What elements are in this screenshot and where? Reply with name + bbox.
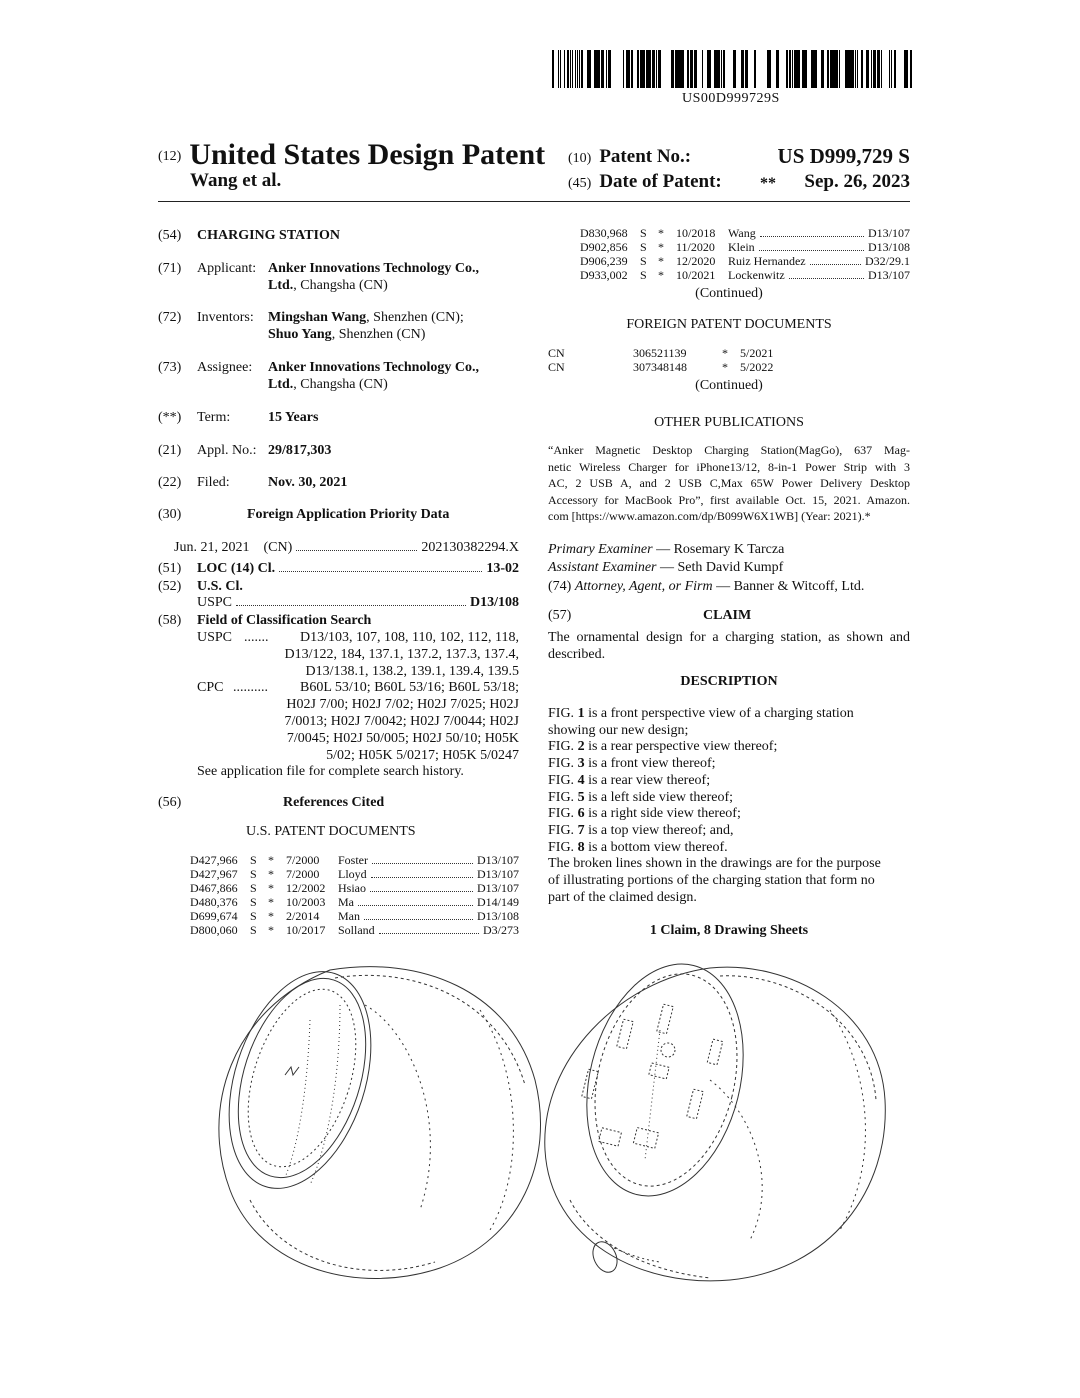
ref-class: D13/107	[868, 268, 910, 282]
ref-date: 11/2020	[676, 240, 715, 254]
desc-text: is a rear view thereof;	[584, 772, 711, 788]
search-cpc-dots: ..........	[233, 680, 268, 695]
num: (71)	[158, 261, 182, 276]
patent-date-row	[568, 171, 910, 193]
ref-class: D14/149	[477, 895, 519, 909]
field-73	[158, 359, 518, 392]
barcode-bars	[548, 50, 912, 92]
description-line	[548, 723, 910, 740]
front-perspective-figure	[204, 953, 541, 1278]
assistant-examiner	[548, 559, 783, 576]
ref-star: *	[268, 881, 274, 895]
ref-name: Ma	[338, 895, 354, 909]
claim-num: (57)	[548, 608, 572, 623]
uspc-value: D13/108	[470, 595, 519, 610]
us-patent-docs-title: U.S. PATENT DOCUMENTS	[246, 824, 416, 839]
ref-star: *	[658, 254, 664, 268]
ref-leader	[379, 933, 479, 934]
search-uspc-lines	[285, 629, 520, 680]
num: (58)	[158, 613, 182, 628]
us-references-left	[190, 853, 519, 937]
attorney-label: Attorney, Agent, or Firm	[574, 579, 713, 594]
inventor-2: Shuo Yang	[268, 327, 332, 342]
ref-number: D699,674	[190, 909, 238, 923]
description-line	[548, 706, 910, 723]
other-pubs-title: OTHER PUBLICATIONS	[654, 415, 804, 430]
header-rule	[158, 201, 910, 202]
ref-number: D902,856	[580, 240, 628, 254]
continued-1: (Continued)	[695, 286, 763, 301]
ref-number: D427,966	[190, 853, 238, 867]
reference-row	[190, 895, 519, 909]
fig-number: 1	[577, 706, 585, 721]
priority-date: Jun. 21, 2021	[174, 540, 250, 555]
num: (22)	[158, 475, 182, 490]
num: (72)	[158, 310, 182, 325]
priority-title: Foreign Application Priority Data	[247, 507, 450, 522]
description-line	[548, 806, 910, 823]
loc-label: LOC (14) Cl.	[197, 561, 276, 576]
ref-class: D32/29.1	[865, 254, 910, 268]
filed-date: Nov. 30, 2021	[268, 475, 348, 490]
applicant-name: Anker Innovations Technology Co.,	[268, 261, 479, 276]
ref-kind: S	[250, 867, 257, 881]
search-uspc-dots: .......	[244, 630, 269, 645]
claim-text	[548, 629, 910, 663]
uspc-line: D13/138.1, 138.2, 139.1, 139.4, 139.5	[305, 664, 519, 679]
num: (30)	[158, 507, 182, 522]
cc: CN	[548, 346, 565, 360]
description-line	[548, 790, 910, 807]
other-pubs-text	[548, 442, 910, 525]
desc-text: FIG.	[548, 739, 578, 755]
ref-name: Ruiz Hernandez	[728, 254, 806, 268]
desc-text: part of the claimed design.	[548, 889, 697, 905]
field-21	[158, 442, 332, 459]
ref-star: *	[658, 240, 664, 254]
ref-date: 7/2000	[286, 867, 320, 881]
other-pub-line: “Anker Magnetic Desktop Charging Station(MagGo), 637 Mag-	[548, 443, 910, 457]
patent-date: Sep. 26, 2023	[804, 171, 910, 192]
term-value: 15 Years	[268, 410, 319, 425]
ref-date: 2/2014	[286, 909, 320, 923]
date: 5/2021	[740, 346, 774, 360]
fig-number: 7	[577, 822, 585, 838]
field-51	[158, 560, 519, 577]
foreign-docs	[548, 346, 910, 376]
ref-name: Lloyd	[338, 867, 367, 881]
label: Filed:	[197, 475, 230, 490]
inventor-2-loc: , Shenzhen (CN)	[331, 327, 426, 342]
description-line	[548, 856, 910, 873]
barcode	[548, 50, 912, 92]
primary-examiner	[548, 541, 784, 558]
search-uspc-label: USPC	[197, 630, 233, 645]
ref-date: 10/2017	[286, 923, 326, 937]
primary-label: Primary Examiner	[548, 542, 653, 557]
ref-number: D427,967	[190, 867, 238, 881]
claim-line: described.	[548, 647, 606, 662]
ref-kind: S	[640, 254, 647, 268]
ref-class: D13/107	[477, 867, 519, 881]
ref-number: D933,002	[580, 268, 628, 282]
desc-text: FIG.	[548, 772, 578, 788]
ref-number: D467,866	[190, 881, 238, 895]
num: (51)	[158, 561, 182, 576]
ref-date: 10/2003	[286, 895, 326, 909]
date-label: Date of Patent:	[599, 171, 722, 192]
label: Inventors:	[197, 310, 254, 325]
doc-no: 307348148	[633, 360, 687, 374]
description-text	[548, 706, 910, 906]
field-71	[158, 260, 518, 293]
fig-number: 4	[577, 772, 585, 788]
priority-row	[174, 539, 519, 556]
title: CHARGING STATION	[197, 228, 341, 243]
ref-date: 10/2021	[676, 268, 716, 282]
field-search-label: Field of Classification Search	[197, 613, 372, 628]
ref-class: D13/107	[868, 226, 910, 240]
fig-number: 6	[577, 806, 585, 822]
desc-text: is a left side view thereof;	[584, 789, 734, 805]
field-56	[158, 794, 519, 839]
cpc-line: 5/02; H05K 5/0217; H05K 5/0247	[326, 748, 519, 763]
patent-number-row	[568, 146, 910, 168]
date-stars: **	[760, 175, 776, 192]
assistant-label: Assistant Examiner	[548, 560, 657, 575]
label: Appl. No.:	[197, 443, 257, 458]
ref-star: *	[268, 867, 274, 881]
claim-sheet-summary: 1 Claim, 8 Drawing Sheets	[649, 923, 809, 938]
desc-text: FIG.	[548, 706, 578, 721]
num: (**)	[158, 410, 182, 425]
ref-date: 7/2000	[286, 853, 320, 867]
design-drawing	[190, 950, 910, 1295]
label: Term:	[197, 410, 231, 425]
date: 5/2022	[740, 360, 774, 374]
priority-cc: (CN)	[263, 540, 293, 555]
description-line	[548, 823, 910, 840]
ref-kind: S	[640, 240, 647, 254]
continued-2: (Continued)	[695, 378, 763, 393]
field-52	[158, 578, 519, 610]
field-54	[158, 227, 341, 244]
reference-row	[190, 923, 519, 937]
attorney-num: (74)	[548, 579, 572, 594]
desc-text: FIG.	[548, 756, 578, 772]
appl-no: 29/817,303	[268, 443, 332, 458]
description-line	[548, 773, 910, 790]
ref-leader	[789, 278, 864, 279]
cc: CN	[548, 360, 565, 374]
ref-number: D830,968	[580, 226, 628, 240]
other-pub-line: netic Wireless Charger for iPhone13/12, 8-in-1 Power Strip with 3	[548, 459, 910, 474]
uspc-line: D13/103, 107, 108, 110, 102, 112, 118,	[300, 630, 519, 645]
star: *	[722, 360, 728, 374]
uspc-label: USPC	[197, 595, 233, 610]
reference-row	[580, 240, 910, 254]
desc-text: is a front view thereof;	[584, 756, 716, 772]
fig-number: 3	[577, 756, 585, 772]
ref-class: D13/108	[477, 909, 519, 923]
ref-kind: S	[250, 909, 257, 923]
reference-row	[190, 867, 519, 881]
uspc-line: D13/122, 184, 137.1, 137.2, 137.3, 137.4,	[284, 647, 519, 662]
ref-star: *	[268, 895, 274, 909]
cpc-line: B60L 53/10; B60L 53/16; B60L 53/18;	[300, 680, 519, 695]
ref-leader	[810, 264, 861, 265]
reference-row	[190, 881, 519, 895]
ref-name: Lockenwitz	[728, 268, 785, 282]
num: (54)	[158, 228, 182, 243]
claim-title: CLAIM	[703, 608, 752, 623]
assignee-loc: , Changsha (CN)	[293, 377, 388, 392]
primary-name: — Rosemary K Tarcza	[652, 542, 785, 557]
applicant-loc: , Changsha (CN)	[293, 278, 388, 293]
description-line	[548, 739, 910, 756]
desc-text: is a right side view thereof;	[584, 806, 741, 822]
reference-row	[580, 254, 910, 268]
desc-text: The broken lines shown in the drawings are for the purpose	[548, 856, 881, 872]
description-title: DESCRIPTION	[680, 674, 778, 689]
charging-station-illustration	[190, 950, 910, 1295]
ref-class: D3/273	[483, 923, 519, 937]
ref-class: D13/108	[868, 240, 910, 254]
other-pub-line: AC, 2 USB A, and 2 USB C,Max 65W Power Delivery Desktop	[548, 476, 910, 490]
barcode-text: US00D999729S	[682, 91, 780, 106]
ref-star: *	[268, 909, 274, 923]
label: Applicant:	[197, 261, 257, 276]
assignee-name: Anker Innovations Technology Co.,	[268, 360, 479, 375]
ref-kind: S	[250, 895, 257, 909]
ref-class: D13/107	[477, 881, 519, 895]
header-type	[158, 138, 545, 172]
ref-name: Wang	[728, 226, 756, 240]
star: *	[722, 346, 728, 360]
other-pub-line: Accessory for MacBook Pro”, first available Oct. 15, 2021. Amazon.	[548, 492, 910, 507]
num: (56)	[158, 795, 182, 810]
cpc-line: 7/0013; H02J 7/0042; H02J 7/0044; H02J	[284, 714, 519, 729]
ref-star: *	[268, 853, 274, 867]
foreign-row	[548, 346, 910, 360]
desc-text: of illustrating portions of the charging station that form no	[548, 873, 875, 889]
patno-label: Patent No.:	[599, 146, 692, 167]
ref-number: D906,239	[580, 254, 628, 268]
ref-star: *	[268, 923, 274, 937]
desc-text: FIG.	[548, 806, 578, 822]
ref-date: 10/2018	[676, 226, 716, 240]
refs-title: References Cited	[283, 795, 385, 810]
cpc-line: H02J 7/00; H02J 7/02; H02J 7/025; H02J	[286, 697, 519, 712]
patent-number: US D999,729 S	[777, 144, 910, 168]
inventor-1: Mingshan Wang	[268, 310, 367, 325]
ref-class: D13/107	[477, 853, 519, 867]
us-references-right	[580, 226, 910, 282]
fig-number: 5	[577, 789, 585, 805]
desc-text: is a bottom view thereof.	[584, 839, 728, 855]
label: Assignee:	[197, 360, 253, 375]
ref-leader	[371, 877, 473, 878]
search-history-note: See application file for complete search history.	[197, 764, 464, 779]
patno-num: (10)	[568, 151, 592, 166]
inventor-1-loc: , Shenzhen (CN);	[366, 310, 464, 325]
authors: Wang et al.	[190, 170, 282, 191]
assistant-name: — Seth David Kumpf	[656, 560, 784, 575]
description-line	[548, 873, 910, 890]
ref-kind: S	[640, 268, 647, 282]
ref-leader	[372, 863, 473, 864]
field-30	[158, 506, 518, 523]
ref-leader	[364, 919, 473, 920]
desc-text: FIG.	[548, 839, 578, 855]
search-cpc-lines	[284, 679, 519, 764]
num: (73)	[158, 360, 182, 375]
assignee-name-2: Ltd.	[268, 377, 294, 392]
cpc-line: 7/0045; H02J 50/005; H02J 50/10; H05K	[286, 731, 519, 746]
desc-text: is a front perspective view of a charging station	[584, 706, 854, 721]
ref-date: 12/2002	[286, 881, 326, 895]
desc-text: FIG.	[548, 822, 578, 838]
doc-no: 306521139	[633, 346, 687, 360]
field-72	[158, 309, 518, 342]
ref-kind: S	[250, 853, 257, 867]
other-pub-line: com [https://www.amazon.com/dp/B099W6X1WB] (Year: 2021).*	[548, 509, 871, 523]
description-line	[548, 890, 910, 907]
num: (52)	[158, 579, 182, 594]
patent-type-title: United States Design Patent	[189, 138, 546, 171]
ref-star: *	[658, 268, 664, 282]
foreign-title: FOREIGN PATENT DOCUMENTS	[626, 317, 832, 332]
ref-leader	[760, 236, 864, 237]
loc-value: 13-02	[486, 561, 519, 576]
uscl-label: U.S. Cl.	[197, 579, 243, 594]
reference-row	[190, 853, 519, 867]
field-term	[158, 409, 319, 426]
desc-text: showing our new design;	[548, 722, 689, 738]
attorney	[548, 578, 864, 595]
fig-number: 2	[577, 739, 585, 755]
ref-number: D800,060	[190, 923, 238, 937]
desc-text: is a top view thereof; and,	[584, 822, 734, 838]
desc-text: FIG.	[548, 789, 578, 805]
foreign-row	[548, 360, 910, 374]
ref-name: Hsiao	[338, 881, 366, 895]
ref-date: 12/2020	[676, 254, 716, 268]
field-58	[158, 612, 519, 779]
description-line	[548, 756, 910, 773]
desc-text: is a rear perspective view thereof;	[584, 739, 778, 755]
search-cpc-label: CPC	[197, 680, 224, 695]
description-line	[548, 840, 910, 857]
ref-number: D480,376	[190, 895, 238, 909]
ref-name: Foster	[338, 853, 368, 867]
ref-name: Solland	[338, 923, 375, 937]
claim-header	[548, 607, 910, 624]
ref-leader	[358, 905, 473, 906]
fig-number: 8	[577, 839, 585, 855]
field-22	[158, 474, 348, 491]
header-type-num: (12)	[158, 149, 182, 164]
attorney-name: — Banner & Witcoff, Ltd.	[712, 579, 865, 594]
ref-star: *	[658, 226, 664, 240]
ref-name: Klein	[728, 240, 755, 254]
applicant-name-2: Ltd.	[268, 278, 294, 293]
ref-kind: S	[250, 881, 257, 895]
ref-leader	[759, 250, 864, 251]
ref-kind: S	[640, 226, 647, 240]
ref-leader	[370, 891, 473, 892]
reference-row	[580, 268, 910, 282]
date-num: (45)	[568, 176, 592, 191]
ref-kind: S	[250, 923, 257, 937]
reference-row	[580, 226, 910, 240]
claim-line: The ornamental design for a charging station, as shown and	[548, 630, 910, 645]
priority-number: 202130382294.X	[421, 540, 519, 555]
rear-perspective-figure	[545, 950, 886, 1281]
reference-row	[190, 909, 519, 923]
ref-name: Man	[338, 909, 360, 923]
num: (21)	[158, 443, 182, 458]
